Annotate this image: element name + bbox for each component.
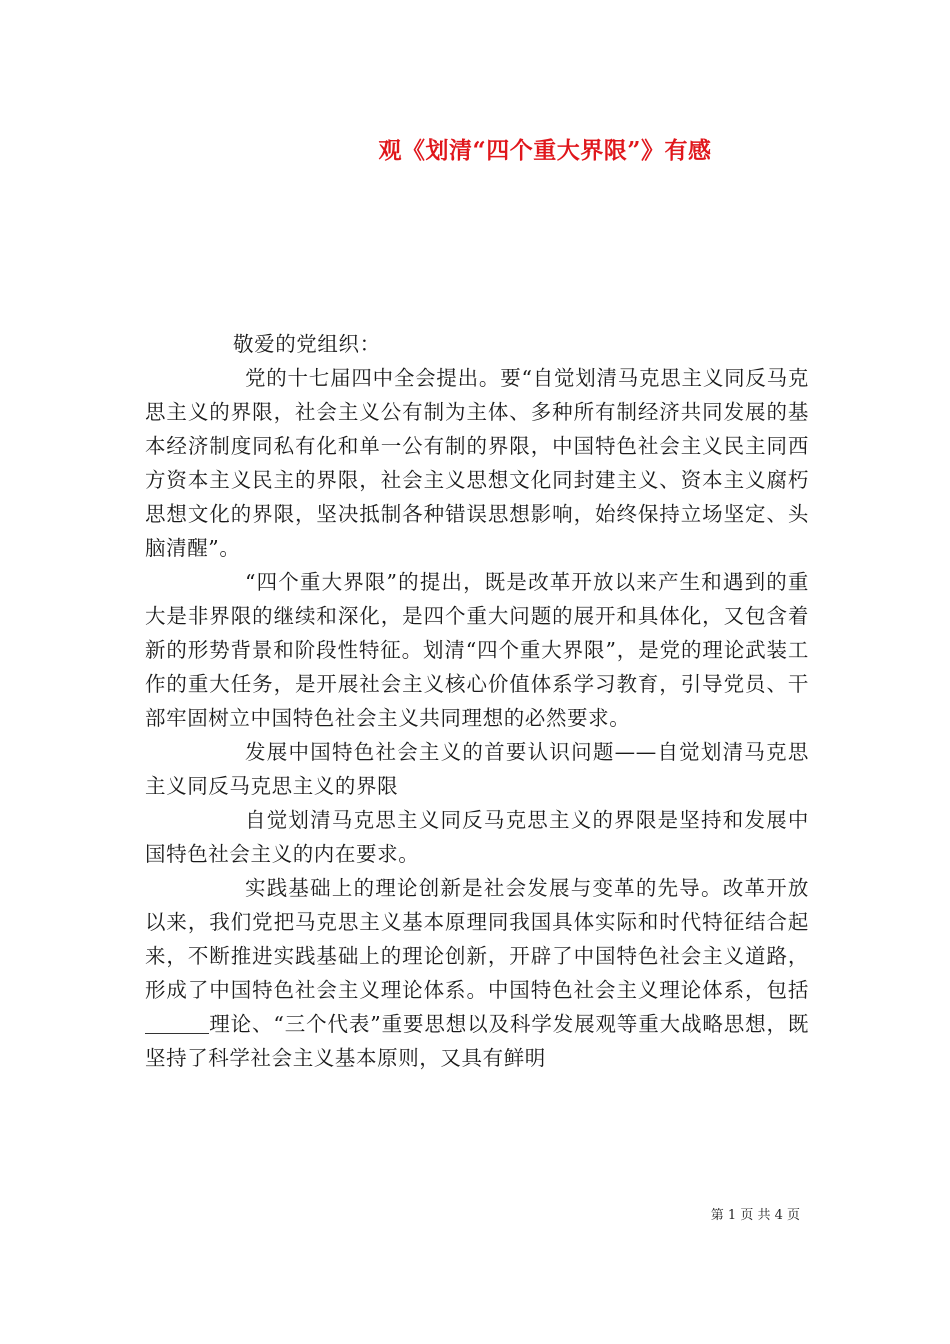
paragraph: 自觉划清马克思主义同反马克思主义的界限是坚持和发展中国特色社会主义的内在要求。 <box>145 808 809 866</box>
salutation: 敬爱的党组织： <box>233 332 381 356</box>
page-number-footer: 第 1 页 共 4 页 <box>710 1208 800 1223</box>
document-body <box>145 327 809 1075</box>
fill-in-blank <box>145 1013 209 1034</box>
paragraph <box>145 871 809 1075</box>
section-heading-paragraph: 发展中国特色社会主义的首要认识问题——自觉划清马克思主义同反马克思主义的界限 <box>145 740 809 798</box>
paragraph-text-before-blank: 实践基础上的理论创新是社会发展与变革的先导。改革开放以来，我们党把马克思主义基本原理同我国具体实际和时代特征结合起来，不断推进实践基础上的理论创新，开辟了中国特色社会主义道路，形成了中国特色社会主义理论体系。中国特色社会主义理论体系，包括 <box>145 876 809 1002</box>
document-title: 观《划清“四个重大界限”》有感 <box>378 137 712 164</box>
paragraph-text-after-blank: 理论、“三个代表”重要思想以及科学发展观等重大战略思想，既坚持了科学社会主义基本原则，又具有鲜明 <box>145 1012 809 1070</box>
paragraph: 党的十七届四中全会提出。要“自觉划清马克思主义同反马克思主义的界限，社会主义公有制为主体、多种所有制经济共同发展的基本经济制度同私有化和单一公有制的界限，中国特色社会主义民主同西方资本主义民主的界限，社会主义思想文化同封建主义、资本主义腐朽思想文化的界限，坚决抵制各种错误思想影响，始终保持立场坚定、头脑清醒”。 <box>145 366 809 560</box>
paragraph: “四个重大界限”的提出，既是改革开放以来产生和遇到的重大是非界限的继续和深化，是四个重大问题的展开和具体化，又包含着新的形势背景和阶段性特征。划清“四个重大界限”，是党的理论武装工作的重大任务，是开展社会主义核心价值体系学习教育，引导党员、干部牢固树立中国特色社会主义共同理想的必然要求。 <box>145 570 809 730</box>
